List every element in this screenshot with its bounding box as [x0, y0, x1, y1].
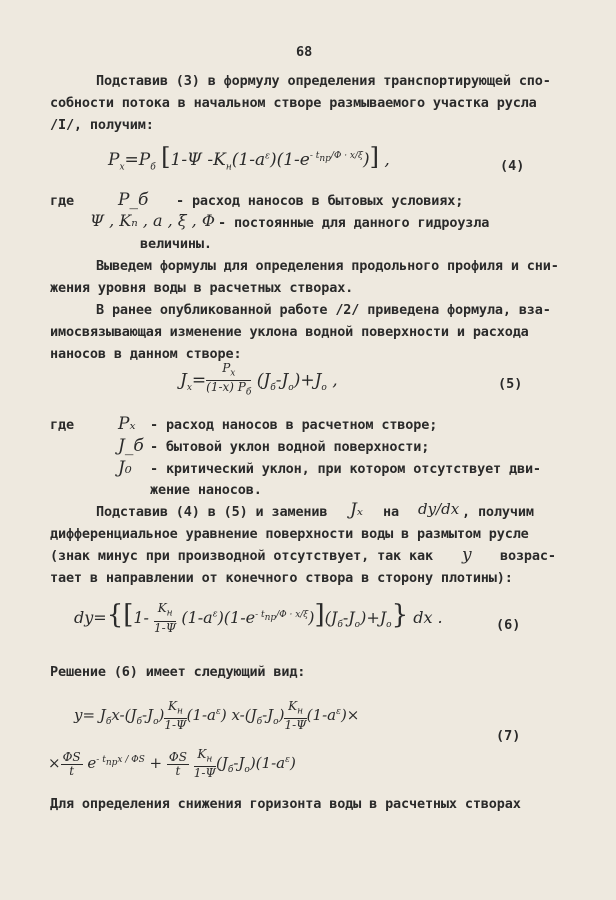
symbol-constants: Ψ , Kₙ , a , ξ , Φ: [90, 211, 215, 230]
definition-line: - расход наносов в расчетном створе;: [150, 417, 438, 433]
paragraph-line: Подставив (4) в (5) и заменив: [96, 504, 328, 520]
paragraph-line: В ранее опубликованной работе /2/ приведена формула, вза-: [96, 302, 551, 318]
paragraph-line: /I/, получим:: [50, 117, 154, 133]
formula-6: dy={[1- $\frac{K_н}{1-\Psi}$ $(1-a^\varepsilon)(1-e^{- t_{пр}/\Phi \cdot x/\xi})](J_б-J_о)+J_о$} dx .: [74, 600, 443, 635]
paragraph-line: имосвязывающая изменение уклона водной поверхности и расхода: [50, 324, 529, 340]
page-number: 68: [296, 44, 313, 60]
symbol-p-x: Pₓ: [118, 414, 136, 434]
paragraph-line: на: [383, 504, 399, 520]
equation-number-5: (5): [498, 376, 523, 392]
where-label: где: [50, 193, 74, 209]
symbol-j-0: J₀: [118, 458, 132, 478]
formula-7-line-2: × $\frac{\Phi S}{t}$ $e^{- t_{пр}x / \Phi S}$ + $\frac{\Phi S}{t}$ $\frac{K_н}{1-\Psi}$ $(J_б-J_о)(1-a^\varepsilon)$: [48, 747, 296, 781]
symbol-dy-dx: dy/dx: [418, 500, 460, 518]
formula-7-line-1: $y= J_бx-(J_б-J_о)$ $\frac{K_н}{1-\Psi}$ $(1-a^\varepsilon)$ $x-(J_б-J_о)$ $\frac{K_н}{1-\Psi}$ $(1-a^\varepsilon)\times$: [74, 699, 360, 733]
symbol-y: y: [462, 545, 472, 565]
paragraph-line: дифференциальное уравнение поверхности воды в размытом русле: [50, 526, 529, 542]
paragraph-line: (знак минус при производной отсутствует, так как: [50, 548, 433, 564]
symbol-j-b: J_б: [118, 436, 144, 456]
paragraph-line: , получим: [462, 504, 534, 520]
formula-4: $P_x=P_б$ [1-Ψ $-K_н(1-a^\varepsilon)(1-e^{- t_{пр}/\Phi \cdot x/\xi})$] ,: [108, 143, 390, 173]
definition-line: - бытовой уклон водной поверхности;: [150, 439, 430, 455]
paragraph-line: Подставив (3) в формулу определения транспортирующей спо-: [96, 73, 551, 89]
definition-line: - постоянные для данного гидроузла: [218, 215, 490, 231]
equation-number-7: (7): [496, 728, 521, 744]
equation-number-6: (6): [496, 617, 521, 633]
paragraph-line: тает в направлении от конечного створа в сторону плотины):: [50, 570, 513, 586]
symbol-j-x: Jₓ: [350, 500, 363, 520]
definition-line: - критический уклон, при котором отсутствует дви-: [150, 461, 541, 477]
paragraph-line: Для определения снижения горизонта воды в расчетных створах: [50, 796, 521, 812]
definition-line: величины.: [140, 236, 212, 252]
paragraph-line: Решение (6) имеет следующий вид:: [50, 664, 306, 680]
formula-5: $J_x=$ $\frac{P_x}{(1-x) P_б}$ $(J_б-J_о)+J_о$ ,: [180, 361, 338, 398]
definition-line: жение наносов.: [150, 482, 262, 498]
equation-number-4: (4): [500, 158, 525, 174]
paragraph-line: наносов в данном створе:: [50, 346, 242, 362]
symbol-p-b: P_б: [118, 190, 149, 210]
paragraph-line: жения уровня воды в расчетных створах.: [50, 280, 354, 296]
definition-line: - расход наносов в бытовых условиях;: [176, 193, 464, 209]
paragraph-line: собности потока в начальном створе размываемого участка русла: [50, 95, 537, 111]
paragraph-line: Выведем формулы для определения продольного профиля и сни-: [96, 258, 559, 274]
paragraph-line: возрас-: [500, 548, 556, 564]
where-label: где: [50, 417, 74, 433]
